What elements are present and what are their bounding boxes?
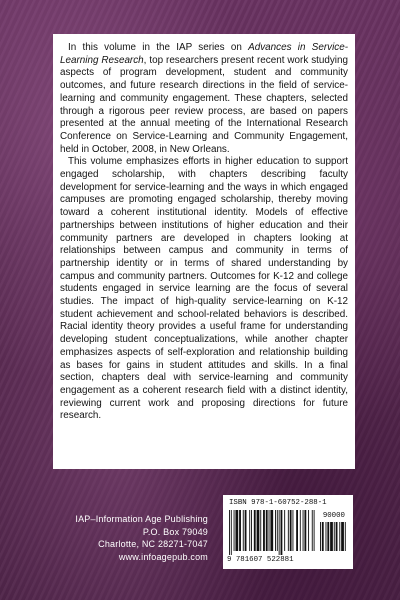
barcode-bar [322, 522, 324, 551]
barcode-bar [296, 510, 298, 551]
barcode-bar [239, 510, 241, 551]
barcode-bar [326, 522, 327, 551]
barcode-bar [281, 510, 283, 555]
paragraph-1-intro: In this volume in the IAP series on [68, 42, 249, 53]
publisher-name: IAP–Information Age Publishing [75, 514, 208, 524]
publisher-address-block [58, 513, 208, 563]
barcode-bar [290, 510, 292, 551]
barcode-bar [266, 510, 268, 551]
barcode-bar [312, 510, 313, 551]
barcode-bar [270, 510, 273, 551]
barcode-bar [257, 510, 260, 551]
barcode-bar [235, 510, 238, 551]
barcode-bar [330, 522, 333, 551]
description-paragraph-2: This volume emphasizes efforts in higher education to support engaged scholarship, with chapters describing faculty development for service-learning and the ways in which engaged campuses are promoting engaged scholarship, thereby moving toward a coherent institutional identity. Models of effective partnerships between institutions of higher education and their community partners are developed in chapters looking at relationships between campus and community in terms of partnership identity or in terms of shared understanding by campus and community partners. Outcomes for K-12 and college students engaged in service learning are the focus of several studies. The impact of high-quality service-learning on K-12 student achievement and school-related behaviors is described. Racial identity theory provides a useful frame for understanding developing student conceptualizations, while another chapter emphasizes aspects of self-exploration and relationship building as bases for gains in student attitudes and skills. In a final section, chapters deal with service-learning and community engagement as a coherent research field with a distinct identity, reviewing current work and proposing directions for future research. [60, 156, 348, 422]
isbn-label: ISBN 978-1-60752-288-1 [229, 499, 327, 507]
barcode-bar [234, 510, 235, 551]
barcode-digits: 9 781607 522881 [227, 556, 294, 564]
price-code: 90000 [322, 512, 345, 520]
barcode-bar [300, 510, 301, 551]
barcode-bar [327, 522, 329, 551]
barcode-bar [284, 510, 285, 551]
publisher-po-box: P.O. Box 79049 [142, 526, 208, 537]
barcode-bar [251, 510, 252, 551]
barcode-bar [341, 522, 344, 551]
barcode-bar [254, 510, 256, 551]
barcode-bar [249, 510, 250, 551]
description-panel [53, 34, 355, 469]
publisher-website: www.infoagepub.com [118, 551, 208, 562]
description-paragraph-1 [60, 42, 348, 156]
barcode-main-bars [229, 510, 315, 555]
barcode-bar [339, 522, 340, 551]
barcode-bar [314, 510, 315, 551]
barcode-bar [277, 510, 278, 551]
isbn-barcode-panel [223, 495, 353, 569]
barcode-bar [303, 510, 304, 551]
barcode-addon-bars [320, 522, 346, 555]
barcode-bar [229, 510, 230, 555]
barcode-bar [275, 510, 276, 551]
barcode-bar [304, 510, 306, 551]
publisher-city: Charlotte, NC 28271-7047 [98, 539, 208, 549]
barcode-bar [263, 510, 265, 551]
barcode-bar [245, 510, 247, 551]
series-title: Advances in Service-Learning Research [60, 42, 348, 66]
barcode-bar [334, 522, 335, 551]
barcode-bar [320, 522, 321, 551]
barcode-bar [243, 510, 244, 551]
barcode-bar [345, 522, 346, 551]
barcode-bar [336, 522, 338, 551]
barcode-bar [288, 510, 289, 551]
barcode-bar [308, 510, 309, 551]
barcode-bar [231, 510, 232, 555]
barcode-bar [269, 510, 270, 551]
barcode-bar [279, 510, 280, 555]
paragraph-1-body: , top researchers present recent work studying aspects of program development, student and community outcomes, and future research directions in the field of service-learning and community engagement. These chapters, selected through a rigorous peer review process, are based on papers presented at the annual meeting of the International Research Conference on Service-Learning and Community Engagement, held in October, 2008, in New Orleans. [60, 54, 348, 155]
barcode-bar [292, 510, 293, 551]
barcode-bar [260, 510, 261, 551]
